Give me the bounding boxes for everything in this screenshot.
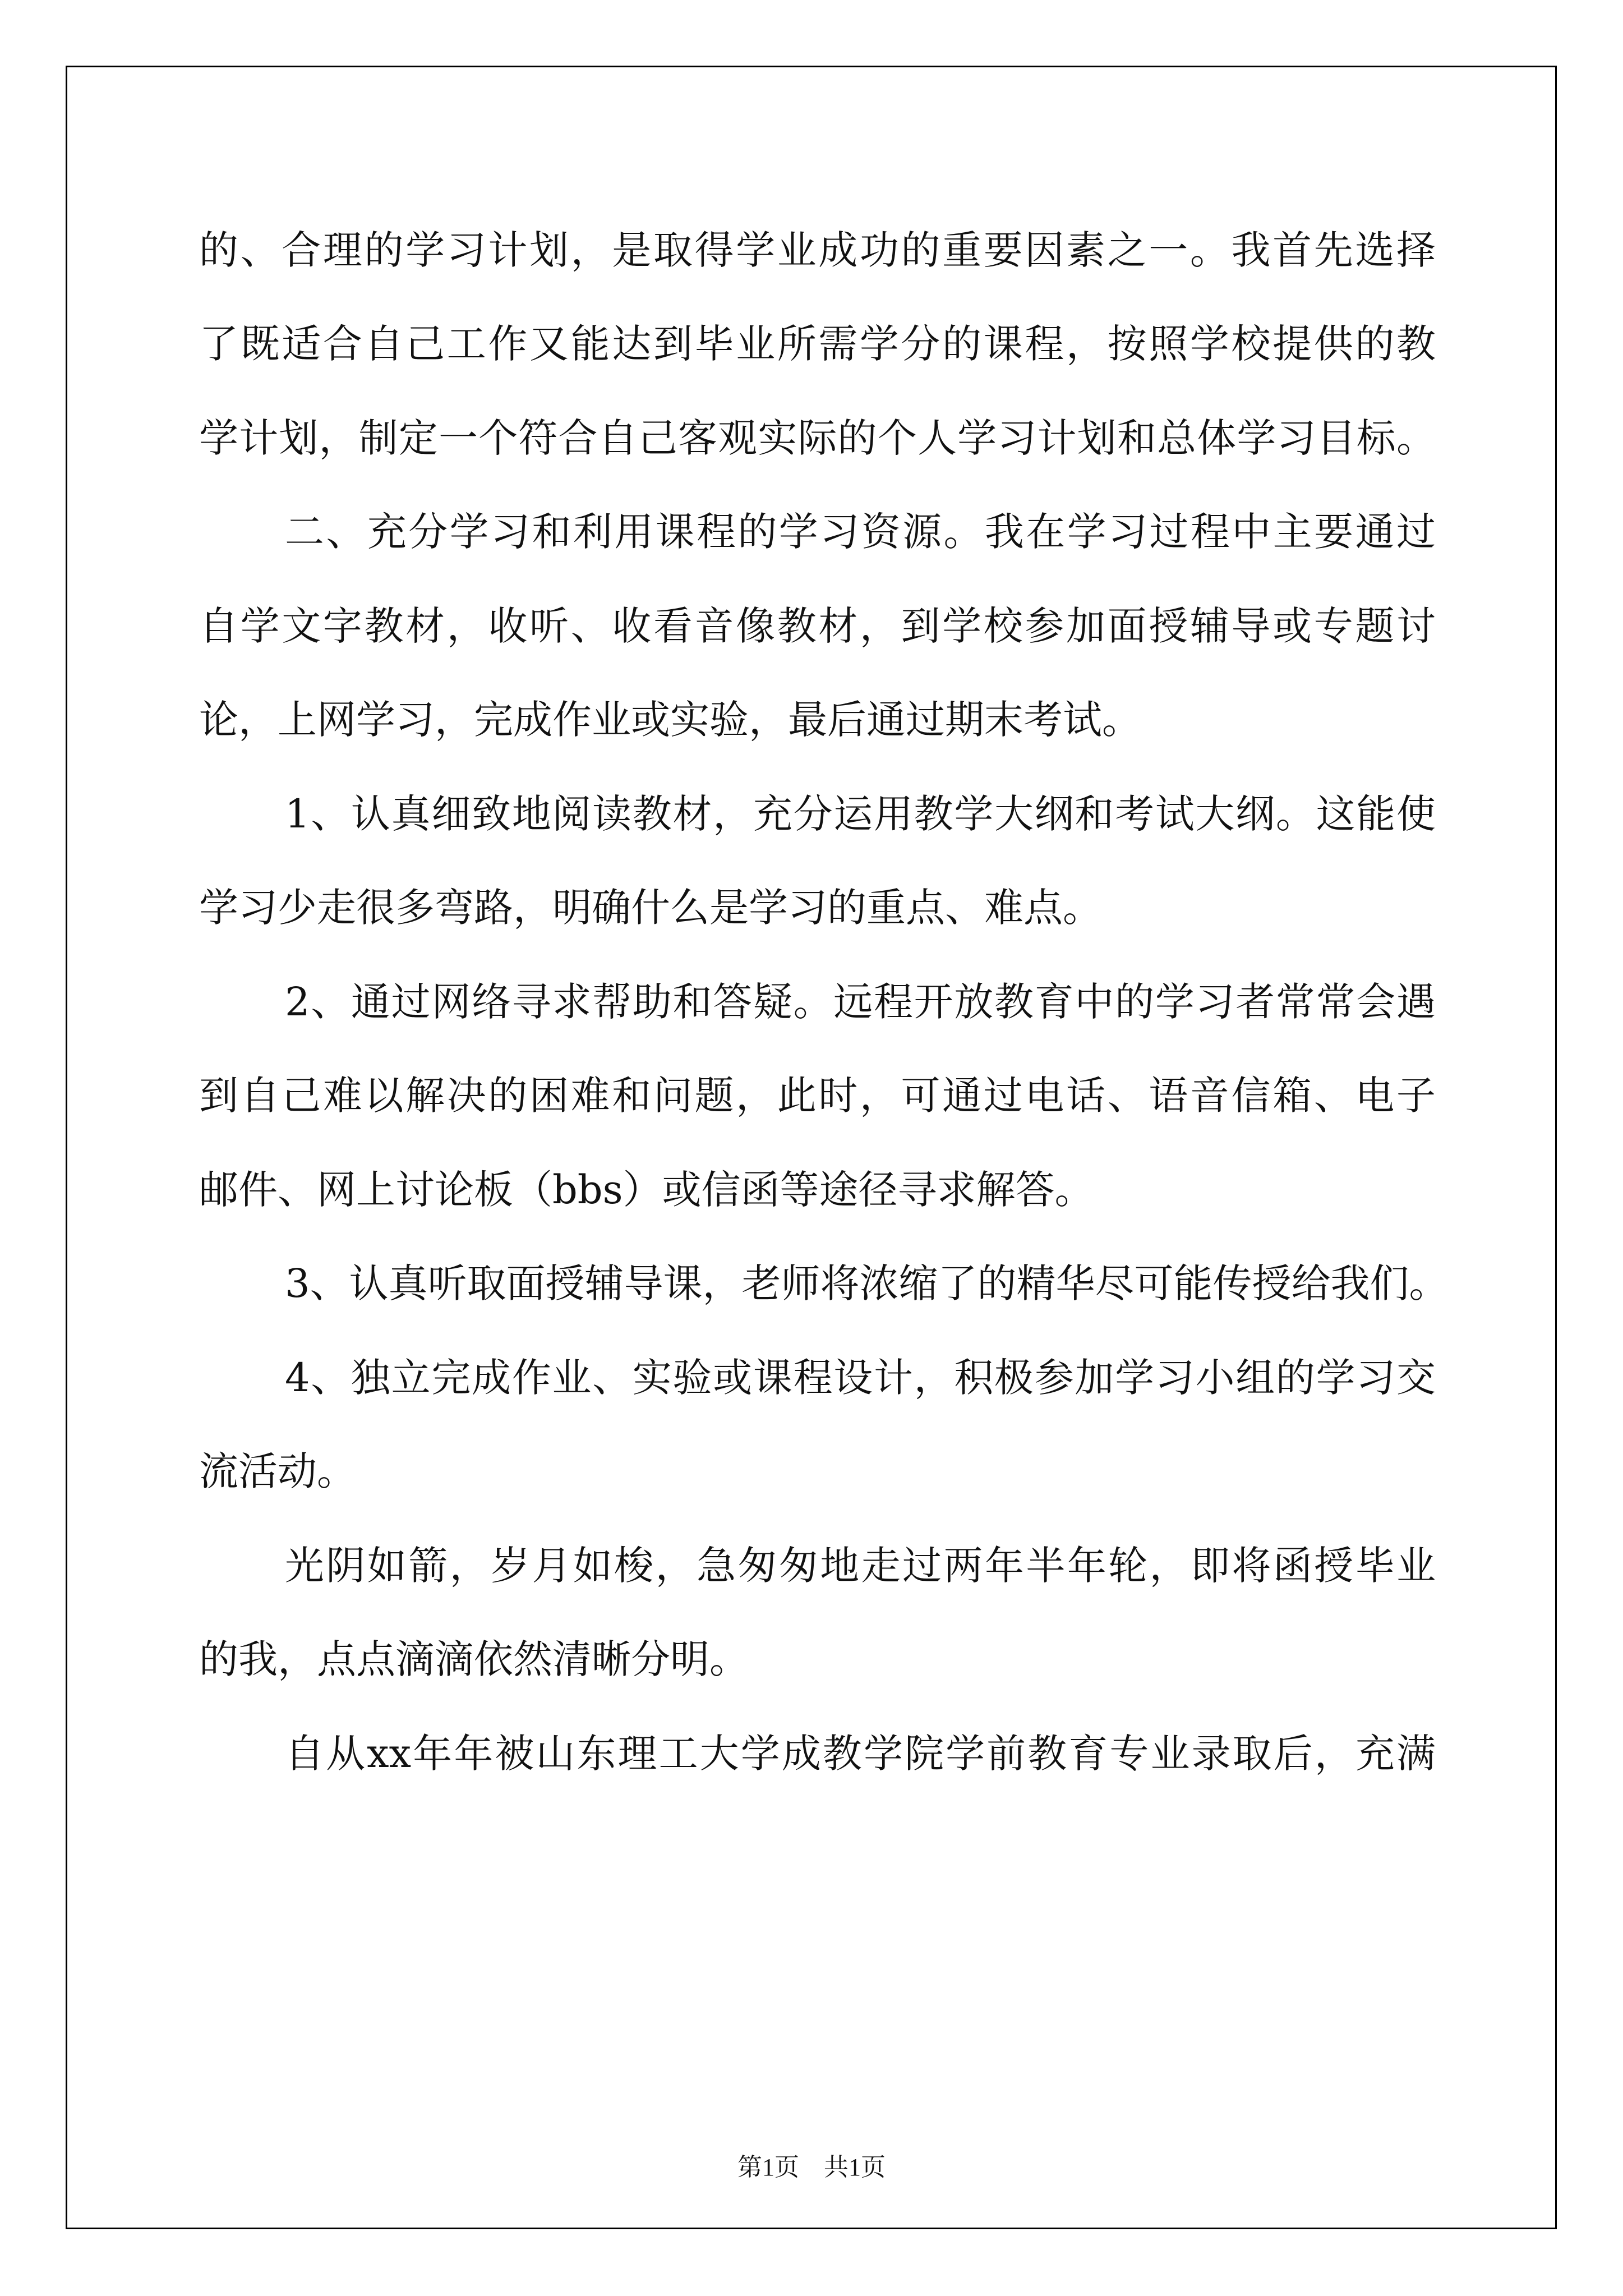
paragraph-line: 流活动。 — [199, 1448, 356, 1494]
paragraph-line: 到自己难以解决的困难和问题，此时，可通过电话、语音信箱、电子 — [199, 1073, 1436, 1119]
paragraph-line: 了既适合自己工作又能达到毕业所需学分的课程，按照学校提供的教 — [199, 321, 1436, 367]
paragraph-line: 2、通过网络寻求帮助和答疑。远程开放教育中的学习者常常会遇 — [285, 979, 1436, 1025]
paragraph-line: 邮件、网上讨论板（bbs）或信函等途径寻求解答。 — [199, 1167, 1094, 1213]
paragraph-line: 自学文字教材，收听、收看音像教材，到学校参加面授辅导或专题讨 — [199, 603, 1436, 649]
paragraph-line: 学习少走很多弯路，明确什么是学习的重点、难点。 — [199, 885, 1102, 931]
paragraph-line: 光阴如箭，岁月如梭，急匆匆地走过两年半年轮，即将函授毕业 — [285, 1543, 1436, 1589]
page-number-footer: 第1页 共1页 — [737, 2154, 886, 2181]
paragraph-line: 的、合理的学习计划，是取得学业成功的重要因素之一。我首先选择 — [199, 227, 1436, 273]
paragraph-line: 自从xx年年被山东理工大学成教学院学前教育专业录取后，充满 — [285, 1731, 1436, 1777]
paragraph-line: 学计划，制定一个符合自己客观实际的个人学习计划和总体学习目标。 — [199, 415, 1436, 461]
paragraph-line: 4、独立完成作业、实验或课程设计，积极参加学习小组的学习交 — [285, 1355, 1436, 1401]
paragraph-line: 二、充分学习和利用课程的学习资源。我在学习过程中主要通过 — [285, 509, 1436, 555]
paragraph-line: 论，上网学习，完成作业或实验，最后通过期末考试。 — [199, 697, 1141, 743]
paragraph-line: 3、认真听取面授辅导课，老师将浓缩了的精华尽可能传授给我们。 — [285, 1260, 1449, 1306]
page-border — [66, 66, 1557, 2229]
paragraph-line: 1、认真细致地阅读教材，充分运用教学大纲和考试大纲。这能使 — [285, 791, 1436, 837]
paragraph-line: 的我，点点滴滴依然清晰分明。 — [199, 1636, 749, 1682]
